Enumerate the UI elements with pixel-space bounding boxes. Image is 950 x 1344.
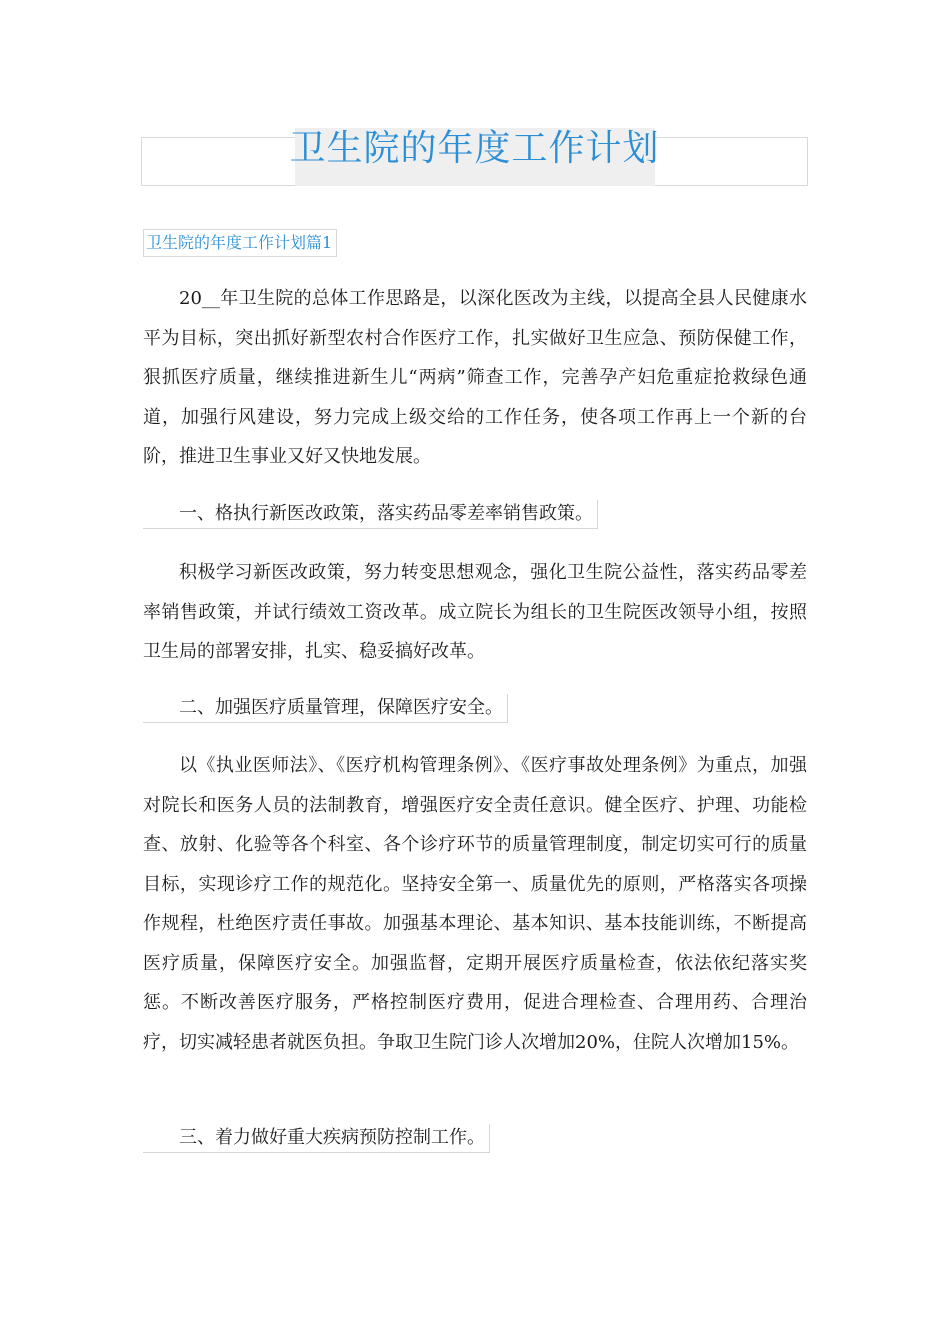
paragraph-1: 20__年卫生院的总体工作思路是，以深化医改为主线，以提高全县人民健康水平为目标，突出抓好新型农村合作医疗工作，扎实做好卫生应急、预防保健工作，狠抓医疗质量，继续推进新生儿“两病”筛查工作，完善孕产妇危重症抢救绿色通道，加强行风建设，努力完成上级交给的工作任务，使各项工作再上一个新的台阶，推进卫生事业又好又快地发展。: [143, 288, 807, 467]
heading-3: 三、着力做好重大疾病预防控制工作。: [143, 1124, 490, 1153]
paragraph-2: 积极学习新医改政策，努力转变思想观念，强化卫生院公益性，落实药品零差率销售政策，并试行绩效工资改革。成立院长为组长的卫生院医改领导小组，按照卫生局的部署安排，扎实、稳妥搞好改革。: [143, 562, 807, 662]
paragraph-3-block: [143, 746, 807, 1062]
paragraph-3: 以《执业医师法》、《医疗机构管理条例》、《医疗事故处理条例》为重点，加强对院长和医务人员的法制教育，增强医疗安全责任意识。健全医疗、护理、功能检查、放射、化验等各个科室、各个诊疗环节的质量管理制度，制定切实可行的质量目标，实现诊疗工作的规范化。坚持安全第一、质量优先的原则，严格落实各项操作规程，杜绝医疗责任事故。加强基本理论、基本知识、基本技能训练，不断提高医疗质量，保障医疗安全。加强监督，定期开展医疗质量检查，依法依纪落实奖惩。不断改善医疗服务，严格控制医疗费用，促进合理检查、合理用药、合理治疗，切实减轻患者就医负担。争取卫生院门诊人次增加20%，住院人次增加15%。: [143, 755, 807, 1053]
heading-1: 一、格执行新医改政策，落实药品零差率销售政策。: [143, 500, 598, 529]
heading-2: 二、加强医疗质量管理，保障医疗安全。: [143, 694, 508, 723]
document-title: 卫生院的年度工作计划: [289, 128, 660, 169]
paragraph-2-block: [143, 553, 807, 672]
section-subtitle: 卫生院的年度工作计划篇1: [143, 229, 337, 257]
paragraph-1-block: [143, 279, 807, 477]
